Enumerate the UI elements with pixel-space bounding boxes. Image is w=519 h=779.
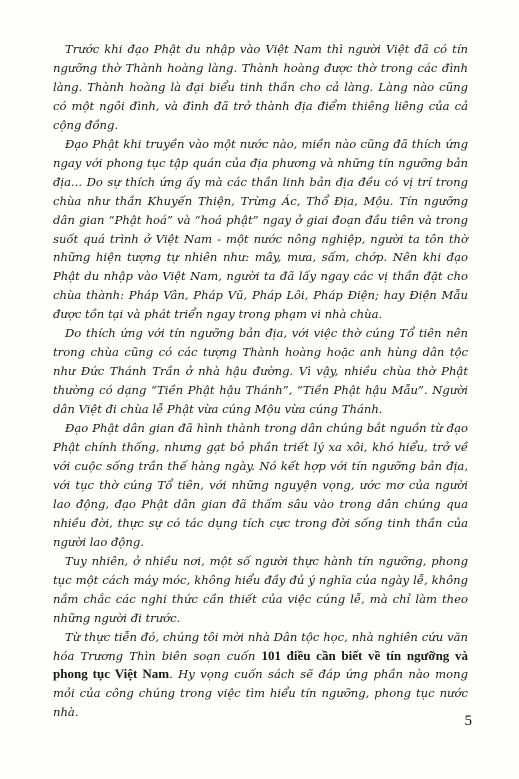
paragraph-6 (53, 628, 468, 723)
paragraph-5: Tuy nhiên, ở nhiều nơi, một số người thực hành tín ngưỡng, phong tục một cách máy móc, không hiểu đầy đủ ý nghĩa của ngày lễ, không nắm chắc các nghi thức cần thiết của việc cúng lễ, mà chỉ làm theo những người đi trước. (53, 553, 468, 625)
book-title: 101 điều cần biết về tín ngưỡng và phong tục Việt Nam (53, 647, 469, 682)
page-number: 5 (464, 713, 472, 729)
body-text (53, 40, 468, 722)
paragraph-4: Đạo Phật dân gian đã hình thành trong dân chúng bắt nguồn từ đạo Phật chính thống, nhưng gạt bỏ phần triết lý xa xôi, khó hiểu, trở về với cuộc sống trần thế hàng ngày. Nó kết hợp với tín ngưỡng bản địa, với tục thờ cúng Tổ tiên, với những nguyện vọng, ước mơ của người lao động, đạo Phật dân gian đã thấm sâu vào trong dân chúng qua nhiều đời, thực sự có tác dụng tích cực trong đời sống tinh thần của người lao động. (53, 421, 468, 549)
paragraph-3: Do thích ứng với tín ngưỡng bản địa, với việc thờ cúng Tổ tiên nên trong chùa cũng có các tượng Thành hoàng hoặc anh hùng dân tộc như Đức Thánh Trần ở nhà hậu đường. Vì vậy, nhiều chùa thờ Phật thường có dạng “Tiền Phật hậu Thánh”, “Tiền Phật hậu Mẫu”. Người dân Việt đi chùa lễ Phật vừa cúng Mộu vừa cúng Thánh. (53, 326, 468, 417)
closing-text-before: Từ thực tiễn đó, chúng tôi mời nhà Dân tộc học, nhà nghiên cứu văn hóa Trương Thìn biên soạn cuốn (53, 629, 468, 663)
closing-text-after: . Hy vọng cuốn sách sẽ đáp ứng phần nào mong mỏi của công chúng trong việc tìm hiểu tín ngưỡng, phong tục nước nhà. (53, 667, 468, 720)
paragraph-1: Trước khi đạo Phật du nhập vào Việt Nam thì người Việt đã có tín ngưỡng thờ Thành hoàng làng. Thành hoàng được thờ trong các đình làng. Thành hoàng là đại biểu tinh thần cho cả làng. Làng nào cũng có một ngôi đình, và đình đã trở thành địa điểm thiêng liêng của cả cộng đồng. (53, 42, 468, 132)
paragraph-2: Đạo Phật khi truyền vào một nước nào, miền nào cũng đã thích ứng ngay với phong tục tập quán của địa phương và những tín ngưỡng bản địa... Do sự thích ứng ấy mà các thần linh bản địa đều có vị trí trong chùa như thần Khuyến Thiện, Trừng Ác, Thổ Địa, Mộu. Tín ngưỡng dân gian “Phật hoá” và “hoá phật” ngay ở giai đoạn đầu tiên và trong suốt quá trình ở Việt Nam - một nước nông nghiệp, người ta tôn thờ những hiện tượng tự nhiên như: mây, mưa, sấm, chớp. Nên khi đạo Phật du nhập vào Việt Nam, người ta đã lấy ngay các vị thần đặt cho chùa thành: Pháp Vân, Pháp Vũ, Pháp Lôi, Pháp Điện; hay Điện Mẫu được tồn tại và phát triển ngay trong phạm vi nhà chùa. (53, 136, 468, 322)
